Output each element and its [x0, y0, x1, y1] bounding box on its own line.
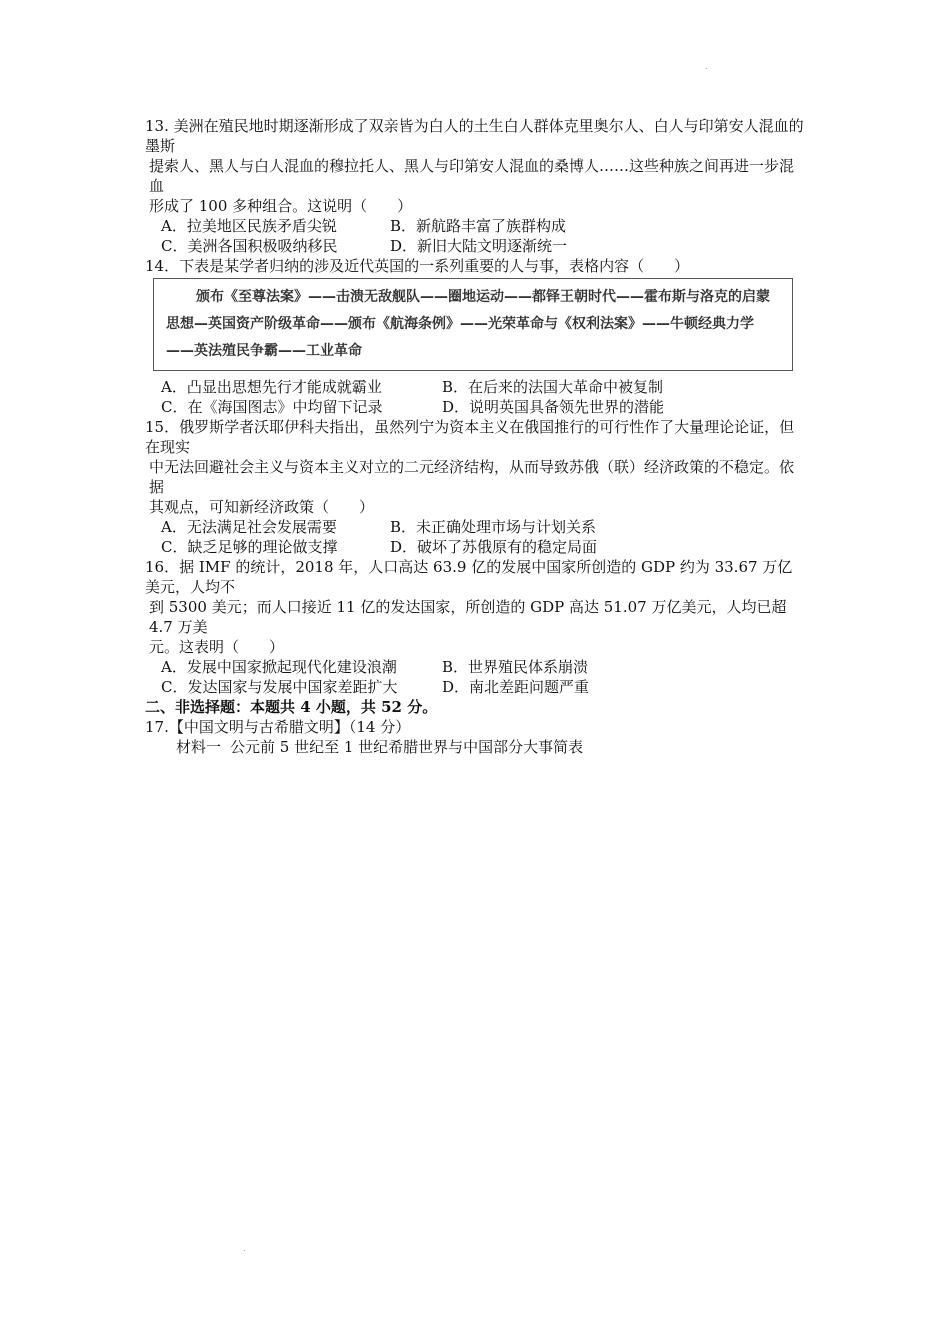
bottom-mark: . — [243, 1244, 246, 1253]
q13-stem-line-3: 形成了 100 多种组合。这说明（ ） — [149, 197, 413, 215]
q14-options-row-2 — [145, 397, 807, 417]
q14-option-b[interactable]: B．在后来的法国大革命中被复制 — [442, 378, 664, 396]
section-2-heading: 二、非选择题：本题共 4 小题，共 52 分。 — [145, 698, 438, 716]
q15-options-row-2 — [145, 537, 807, 557]
q14-option-d[interactable]: D．说明英国具备领先世界的潜能 — [442, 398, 665, 416]
q15-stem-line-3: 其观点，可知新经济政策（ ） — [149, 498, 375, 516]
q13-stem-line-2: 提索人、黑人与白人混血的穆拉托人、黑人与印第安人混血的桑博人……这些种族之间再进一步混血 — [149, 157, 795, 195]
q15-stem-line-2: 中无法回避社会主义与资本主义对立的二元经济结构，从而导致苏俄（联）经济政策的不稳定。依据 — [149, 458, 795, 496]
q15-option-a[interactable]: A．无法满足社会发展需要 — [161, 518, 337, 536]
q16-option-b[interactable]: B．世界殖民体系崩溃 — [442, 658, 589, 676]
question-17 — [145, 717, 807, 757]
q14-options-row-1 — [145, 377, 807, 397]
q17-title: 17.【中国文明与古希腊文明】（14 分） — [145, 718, 411, 736]
q15-option-c[interactable]: C．缺乏足够的理论做支撑 — [161, 538, 338, 556]
q14-event-table: 颁布《至尊法案》——击溃无敌舰队——圈地运动——都铎王朝时代——霍布斯与洛克的启蒙思想—英国资产阶级革命——颁布《航海条例》——光荣革命与《权利法案》——牛顿经典力学——英法殖民争霸——工业革命 — [153, 278, 793, 371]
q17-material-label: 材料一 — [176, 738, 222, 756]
q14-option-a[interactable]: A．凸显出思想先行才能成就霸业 — [161, 378, 382, 396]
question-14 — [145, 256, 807, 417]
q16-stem-line-2: 到 5300 美元；而人口接近 11 亿的发达国家，所创造的 GDP 高达 51.07 万亿美元，人均已超 4.7 万美 — [149, 598, 787, 636]
q16-option-c[interactable]: C．发达国家与发展中国家差距扩大 — [161, 678, 398, 696]
q16-stem-line-1: 16．据 IMF 的统计，2018 年，人口高达 63.9 亿的发展中国家所创造的 GDP 约为 33.67 万亿美元，人均不 — [145, 558, 793, 596]
q17-material-1 — [145, 737, 807, 757]
q14-option-c[interactable]: C．在《海国图志》中均留下记录 — [161, 398, 383, 416]
top-mark: . — [705, 62, 708, 71]
q16-option-a[interactable]: A．发展中国家掀起现代化建设浪潮 — [161, 658, 397, 676]
q17-material-text: 公元前 5 世纪至 1 世纪希腊世界与中国部分大事简表 — [230, 738, 584, 756]
q13-option-d[interactable]: D．新旧大陆文明逐渐统一 — [390, 237, 568, 255]
q15-option-b[interactable]: B．未正确处理市场与计划关系 — [390, 518, 597, 536]
q13-options-row-1 — [145, 216, 807, 236]
q15-stem-line-1: 15．俄罗斯学者沃耶伊科夫指出，虽然列宁为资本主义在俄国推行的可行性作了大量理论论证，但在现实 — [145, 418, 795, 456]
q13-stem-line-1: 13. 美洲在殖民地时期逐渐形成了双亲皆为白人的土生白人群体克里奥尔人、白人与印第安人混血的墨斯 — [145, 117, 804, 155]
question-13 — [145, 116, 807, 256]
q15-option-d[interactable]: D．破坏了苏俄原有的稳定局面 — [390, 538, 598, 556]
q16-stem-line-3: 元。这表明（ ） — [149, 638, 285, 656]
q16-options-row-2 — [145, 677, 807, 697]
q13-option-a[interactable]: A．拉美地区民族矛盾尖锐 — [161, 217, 337, 235]
question-16 — [145, 557, 807, 697]
q15-options-row-1 — [145, 517, 807, 537]
q13-option-b[interactable]: B．新航路丰富了族群构成 — [390, 217, 567, 235]
q16-options-row-1 — [145, 657, 807, 677]
q14-stem: 14．下表是某学者归纳的涉及近代英国的一系列重要的人与事，表格内容（ ） — [145, 257, 690, 275]
q13-options-row-2 — [145, 236, 807, 256]
question-15 — [145, 417, 807, 557]
question-content — [145, 116, 807, 757]
q13-option-c[interactable]: C．美洲各国积极吸纳移民 — [161, 237, 338, 255]
q16-option-d[interactable]: D．南北差距问题严重 — [442, 678, 590, 696]
